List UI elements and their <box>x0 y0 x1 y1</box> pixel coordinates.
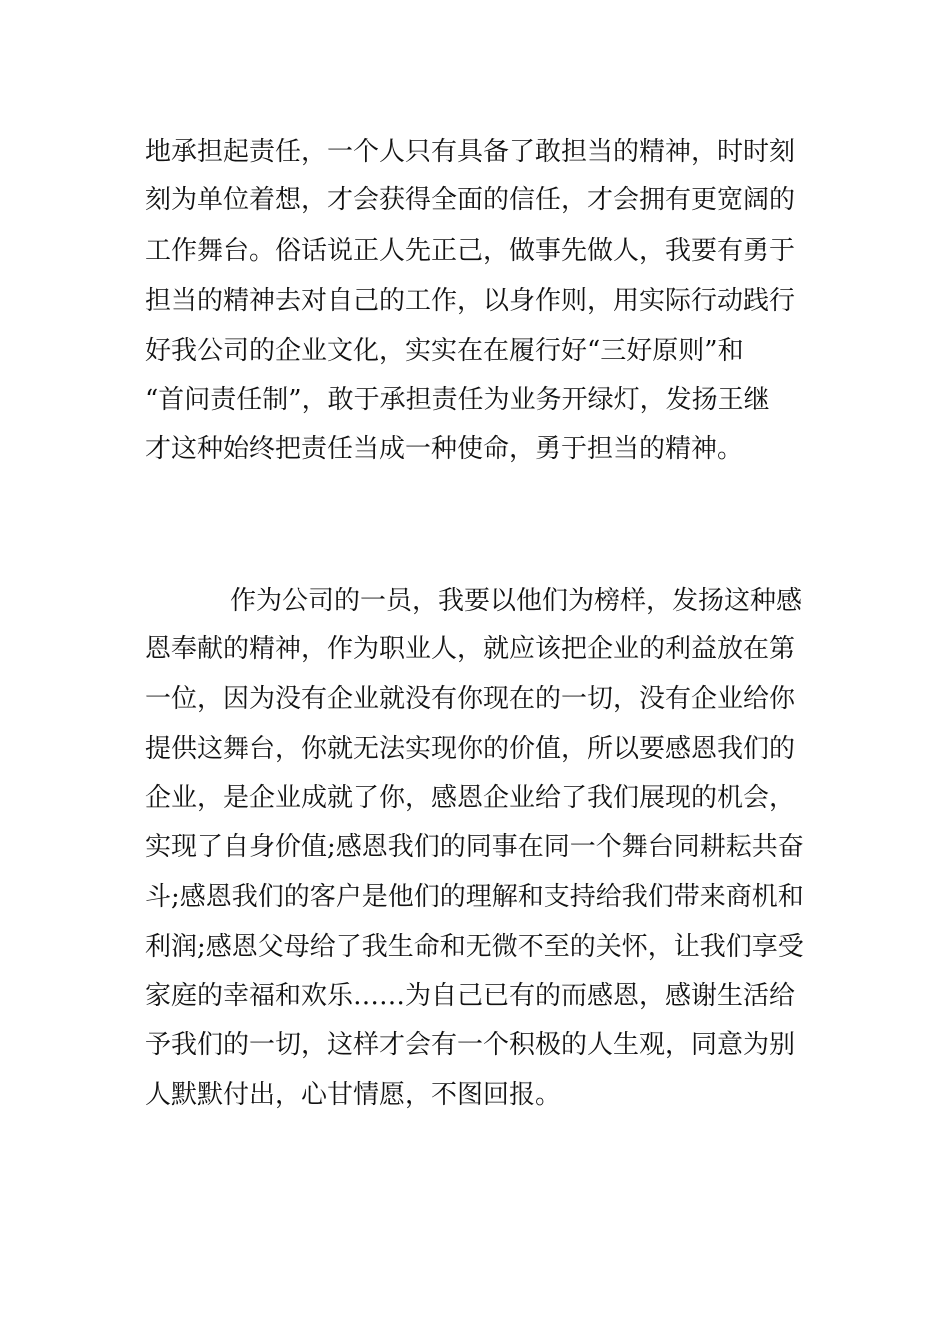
paragraph-line: 予我们的一切，这样才会有一个积极的人生观，同意为别 <box>145 1030 796 1060</box>
paragraph-line: 地承担起责任，一个人只有具备了敢担当的精神，时时刻 <box>145 137 796 167</box>
paragraph-line: 实现了自身价值;感恩我们的同事在同一个舞台同耕耘共奋 <box>145 832 804 862</box>
paragraph-line: 好我公司的企业文化，实实在在履行好“三好原则”和 <box>145 336 744 366</box>
paragraph-line: 人默默付出，心甘情愿，不图回报。 <box>145 1080 562 1110</box>
paragraph-line: 利润;感恩父母给了我生命和无微不至的关怀，让我们享受 <box>145 932 804 962</box>
paragraph-line: 担当的精神去对自己的工作，以身作则，用实际行动践行 <box>145 286 796 316</box>
paragraph-line: 斗;感恩我们的客户是他们的理解和支持给我们带来商机和 <box>145 882 804 912</box>
paragraph-line: 家庭的幸福和欢乐……为自己已有的而感恩，感谢生活给 <box>145 981 796 1011</box>
paragraph-line: “首问责任制”，敢于承担责任为业务开绿灯，发扬王继 <box>145 385 770 415</box>
paragraph-line: 才这种始终把责任当成一种使命，勇于担当的精神。 <box>145 434 744 464</box>
paragraph-line: 作为公司的一员，我要以他们为榜样，发扬这种感 <box>230 586 803 616</box>
paragraph-line: 工作舞台。俗话说正人先正己，做事先做人，我要有勇于 <box>145 236 796 266</box>
paragraph-line: 提供这舞台，你就无法实现你的价值，所以要感恩我们的 <box>145 734 796 764</box>
paragraph-line: 恩奉献的精神，作为职业人，就应该把企业的利益放在第 <box>145 634 796 664</box>
paragraph-line: 一位，因为没有企业就没有你现在的一切，没有企业给你 <box>145 684 796 714</box>
paragraph-line: 企业，是企业成就了你，感恩企业给了我们展现的机会， <box>145 783 796 813</box>
paragraph-line: 刻为单位着想，才会获得全面的信任，才会拥有更宽阔的 <box>145 185 796 215</box>
